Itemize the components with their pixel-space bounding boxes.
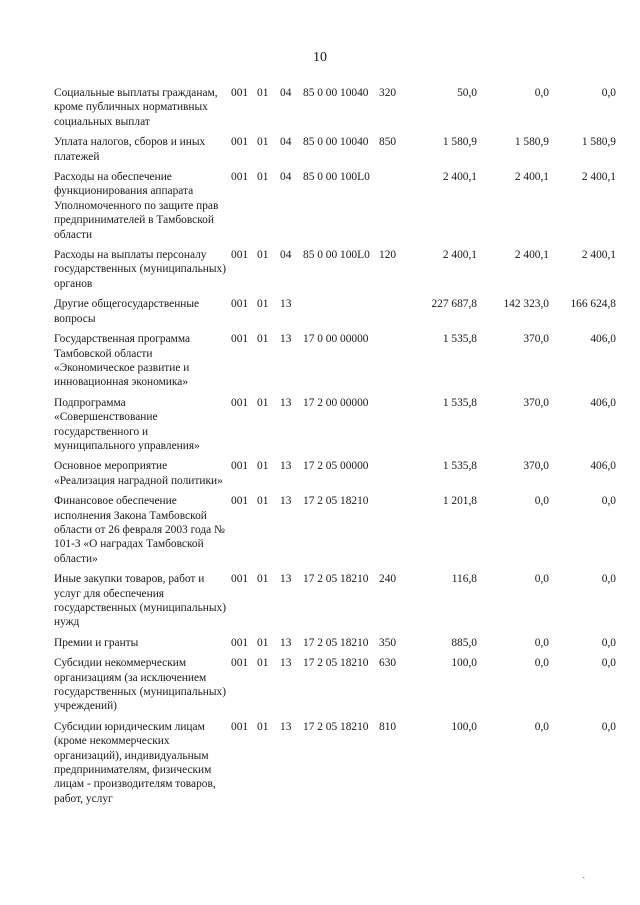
expense-name: Премии и гранты: [54, 636, 139, 649]
section-code: 01: [257, 87, 269, 99]
ministry-code: 001: [231, 87, 249, 99]
amount-year-1: 227 687,8: [431, 298, 477, 311]
subsection-code: 13: [280, 495, 292, 508]
ministry-code: 001: [231, 333, 249, 346]
target-article-code: 17 2 05 18210: [303, 573, 369, 586]
expense-type-code: 120: [379, 249, 397, 262]
amount-year-2: 0,0: [534, 657, 549, 670]
section-code: 01: [257, 136, 269, 149]
subsection-code: 04: [280, 249, 292, 262]
target-article-code: 17 0 00 00000: [303, 333, 369, 346]
table-row: [54, 86, 616, 135]
amount-year-3: 406,0: [590, 460, 616, 473]
amount-year-1: 1 580,9: [442, 136, 477, 149]
expense-type-code: [379, 396, 409, 460]
amount-year-3: 0,0: [601, 657, 616, 670]
ministry-code: 001: [231, 298, 249, 311]
amount-year-1: 100,0: [451, 720, 477, 733]
ministry-code: 001: [231, 249, 249, 262]
target-article-code: 17 2 05 18210: [303, 720, 369, 733]
expense-name: Подпрограмма «Совершенствование государственного и муниципального управления»: [54, 396, 200, 452]
amount-year-1: 50,0: [457, 87, 477, 99]
section-code: 01: [257, 249, 269, 262]
expense-type-code: 240: [379, 573, 397, 586]
subsection-code: 04: [280, 87, 292, 99]
target-article-code: [303, 297, 379, 332]
expense-name: Субсидии юридическим лицам (кроме некоммерческих организаций), индивидуальным предпринимателям, физическим лицам - производителям товаров, работ, услуг: [54, 720, 216, 805]
amount-year-1: 116,8: [451, 573, 477, 586]
expense-type-code: [379, 170, 409, 248]
budget-table-body: [54, 86, 616, 812]
expense-name: Расходы на выплаты персоналу государственных (муниципальных) органов: [54, 249, 227, 290]
target-article-code: 17 2 05 18210: [303, 495, 369, 508]
amount-year-2: 1 580,9: [514, 136, 549, 149]
section-code: 01: [257, 573, 269, 586]
subsection-code: 04: [280, 136, 292, 149]
amount-year-2: 0,0: [534, 87, 549, 99]
expense-type-code: [379, 494, 409, 572]
table-row: [54, 656, 616, 720]
table-row: [54, 170, 616, 248]
subsection-code: 13: [280, 298, 292, 311]
amount-year-3: 2 400,1: [581, 171, 616, 184]
amount-year-2: 0,0: [534, 636, 549, 649]
amount-year-3: 1 580,9: [581, 136, 616, 149]
ministry-code: 001: [231, 720, 249, 733]
amount-year-2: 0,0: [534, 720, 549, 733]
amount-year-1: 885,0: [451, 636, 477, 649]
amount-year-2: 370,0: [523, 396, 549, 409]
target-article-code: 17 2 05 18210: [303, 657, 369, 670]
target-article-code: 17 2 05 18210: [303, 636, 369, 649]
amount-year-1: 1 535,8: [442, 460, 477, 473]
table-row: [54, 494, 616, 572]
budget-table: [54, 86, 616, 812]
table-row: [54, 396, 616, 460]
amount-year-2: 142 323,0: [503, 298, 549, 311]
amount-year-2: 370,0: [523, 460, 549, 473]
amount-year-3: 0,0: [601, 636, 616, 649]
amount-year-1: 1 535,8: [442, 333, 477, 346]
expense-name: Расходы на обеспечение функционирования аппарата Уполномоченного по защите прав предпринимателей в Тамбовской области: [54, 171, 219, 241]
amount-year-3: 0,0: [601, 87, 616, 99]
table-row: [54, 572, 616, 636]
amount-year-3: 0,0: [601, 573, 616, 586]
subsection-code: 13: [280, 573, 292, 586]
amount-year-3: 2 400,1: [581, 249, 616, 262]
ministry-code: 001: [231, 396, 249, 409]
subsection-code: 13: [280, 636, 292, 649]
table-row: [54, 459, 616, 494]
ministry-code: 001: [231, 136, 249, 149]
subsection-code: 04: [280, 171, 292, 184]
amount-year-1: 1 535,8: [442, 396, 477, 409]
subsection-code: 13: [280, 657, 292, 670]
target-article-code: 85 0 00 100L0: [303, 171, 370, 184]
table-row: [54, 248, 616, 297]
section-code: 01: [257, 171, 269, 184]
section-code: 01: [257, 495, 269, 508]
amount-year-3: 0,0: [601, 720, 616, 733]
expense-name: Иные закупки товаров, работ и услуг для обеспечения государственных (муниципальных) нужд: [54, 573, 227, 629]
amount-year-1: 2 400,1: [442, 171, 477, 184]
subsection-code: 13: [280, 333, 292, 346]
expense-type-code: 630: [379, 657, 397, 670]
amount-year-2: 0,0: [534, 573, 549, 586]
expense-name: Финансовое обеспечение исполнения Закона Тамбовской области от 26 февраля 2003 года № 101-З «О наградах Тамбовской области»: [54, 495, 225, 565]
amount-year-3: 406,0: [590, 396, 616, 409]
table-row: [54, 720, 616, 812]
amount-year-3: 0,0: [601, 495, 616, 508]
target-article-code: 85 0 00 10040: [303, 136, 369, 149]
section-code: 01: [257, 396, 269, 409]
table-row: [54, 636, 616, 656]
expense-type-code: 320: [379, 87, 397, 99]
expense-name: Социальные выплаты гражданам, кроме публичных нормативных социальных выплат: [54, 87, 218, 128]
section-code: 01: [257, 298, 269, 311]
table-row: [54, 297, 616, 332]
section-code: 01: [257, 333, 269, 346]
amount-year-1: 1 201,8: [442, 495, 477, 508]
subsection-code: 13: [280, 396, 292, 409]
ministry-code: 001: [231, 636, 249, 649]
ministry-code: 001: [231, 171, 249, 184]
target-article-code: 85 0 00 100L0: [303, 249, 370, 262]
expense-type-code: [379, 459, 409, 494]
amount-year-2: 2 400,1: [514, 171, 549, 184]
expense-name: Государственная программа Тамбовской области «Экономическое развитие и инновационная экономика»: [54, 333, 191, 389]
amount-year-2: 0,0: [534, 495, 549, 508]
target-article-code: 17 2 00 00000: [303, 396, 369, 409]
ministry-code: 001: [231, 460, 249, 473]
expense-type-code: 350: [379, 636, 397, 649]
target-article-code: 85 0 00 10040: [303, 87, 369, 99]
ministry-code: 001: [231, 495, 249, 508]
expense-type-code: 810: [379, 720, 397, 733]
amount-year-3: 406,0: [590, 333, 616, 346]
ministry-code: 001: [231, 657, 249, 670]
expense-name: Другие общегосударственные вопросы: [54, 298, 200, 325]
amount-year-1: 100,0: [451, 657, 477, 670]
amount-year-1: 2 400,1: [442, 249, 477, 262]
expense-name: Уплата налогов, сборов и иных платежей: [54, 136, 206, 163]
amount-year-2: 370,0: [523, 333, 549, 346]
section-code: 01: [257, 720, 269, 733]
section-code: 01: [257, 657, 269, 670]
scan-mark: ˎ: [582, 868, 586, 879]
target-article-code: 17 2 05 00000: [303, 460, 369, 473]
section-code: 01: [257, 636, 269, 649]
table-row: [54, 332, 616, 396]
subsection-code: 13: [280, 460, 292, 473]
section-code: 01: [257, 460, 269, 473]
page-number: 10: [313, 50, 327, 65]
amount-year-3: 166 624,8: [570, 298, 616, 311]
amount-year-2: 2 400,1: [514, 249, 549, 262]
expense-name: Основное мероприятие «Реализация наградной политики»: [54, 460, 223, 487]
ministry-code: 001: [231, 573, 249, 586]
expense-name: Субсидии некоммерческим организациям (за исключением государственных (муниципальных) учреждений): [54, 657, 227, 713]
expense-type-code: [379, 297, 409, 332]
table-row: [54, 135, 616, 170]
subsection-code: 13: [280, 720, 292, 733]
expense-type-code: 850: [379, 136, 397, 149]
expense-type-code: [379, 332, 409, 396]
